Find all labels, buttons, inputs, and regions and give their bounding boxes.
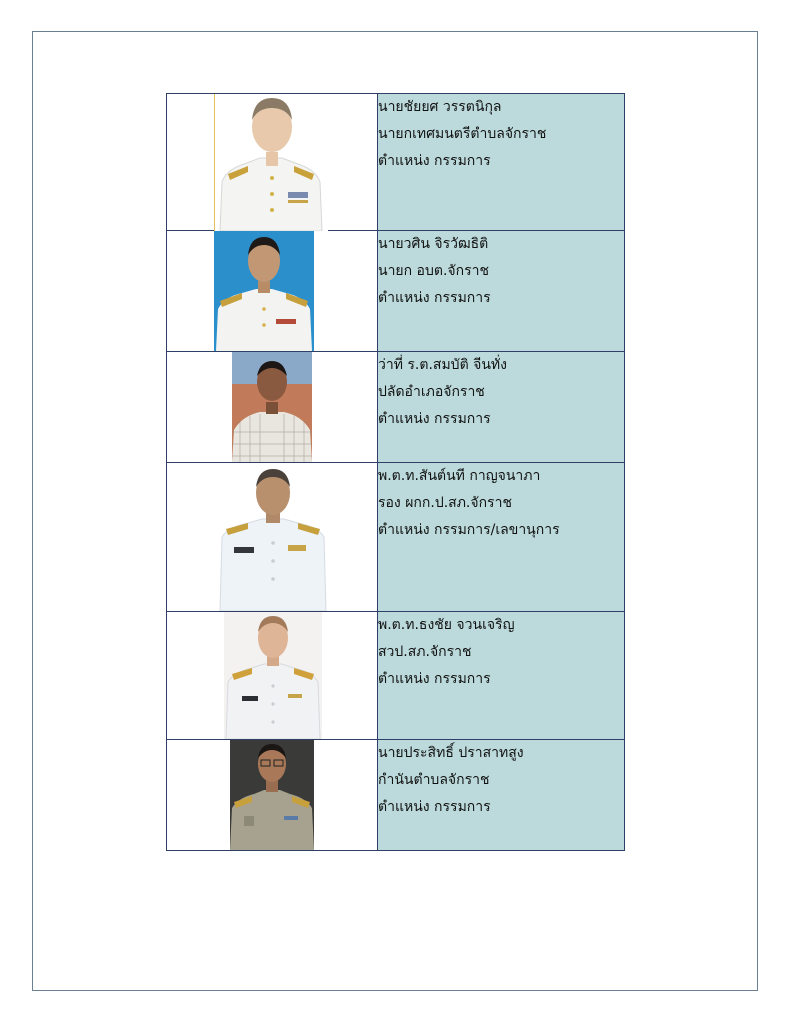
photo-cell (167, 231, 378, 352)
member-name: นายวศิน จิรวัฒธิติ (378, 236, 489, 252)
info-cell (378, 352, 625, 463)
member-name: พ.ต.ท.สันต์นที กาญจนาภา (378, 468, 541, 484)
info-cell (378, 463, 625, 612)
member-photo (218, 463, 328, 611)
member-photo (214, 231, 314, 351)
member-name: พ.ต.ท.ธงชัย จวนเจริญ (378, 617, 515, 633)
member-photo (230, 740, 314, 850)
member-organization: สวป.สภ.จักราช (378, 644, 472, 660)
photo-cell (167, 612, 378, 740)
info-cell (378, 740, 625, 851)
member-name: นายประสิทธิ์ ปราสาทสูง (378, 745, 524, 761)
member-role: ตำแหน่ง กรรมการ (378, 411, 491, 427)
table-row (167, 352, 625, 463)
info-cell (378, 231, 625, 352)
info-cell (378, 612, 625, 740)
member-name: ว่าที่ ร.ต.สมบัติ จีนทั่ง (378, 357, 507, 373)
member-role: ตำแหน่ง กรรมการ (378, 290, 491, 306)
member-organization: นายกเทศมนตรีตำบลจักราช (378, 126, 547, 142)
member-organization: กำนันตำบลจักราช (378, 772, 490, 788)
member-name: นายชัยยศ วรรตนิกุล (378, 99, 502, 115)
member-photo (232, 352, 312, 462)
photo-cell (167, 352, 378, 463)
member-role: ตำแหน่ง กรรมการ (378, 671, 491, 687)
photo-cell (167, 740, 378, 851)
member-role: ตำแหน่ง กรรมการ (378, 153, 491, 169)
member-organization: นายก อบต.จักราช (378, 263, 489, 279)
photo-cell (167, 463, 378, 612)
member-photo (224, 612, 322, 739)
member-photo (214, 94, 328, 231)
photo-cell (167, 94, 378, 231)
member-table (166, 93, 625, 851)
table-row (167, 612, 625, 740)
member-organization: ปลัดอำเภอจักราช (378, 384, 485, 400)
member-role: ตำแหน่ง กรรมการ (378, 799, 491, 815)
member-organization: รอง ผกก.ป.สภ.จักราช (378, 495, 512, 511)
member-role: ตำแหน่ง กรรมการ/เลขานุการ (378, 522, 560, 538)
table-row (167, 740, 625, 851)
info-cell (378, 94, 625, 231)
table-row (167, 94, 625, 231)
table-row (167, 231, 625, 352)
table-row (167, 463, 625, 612)
